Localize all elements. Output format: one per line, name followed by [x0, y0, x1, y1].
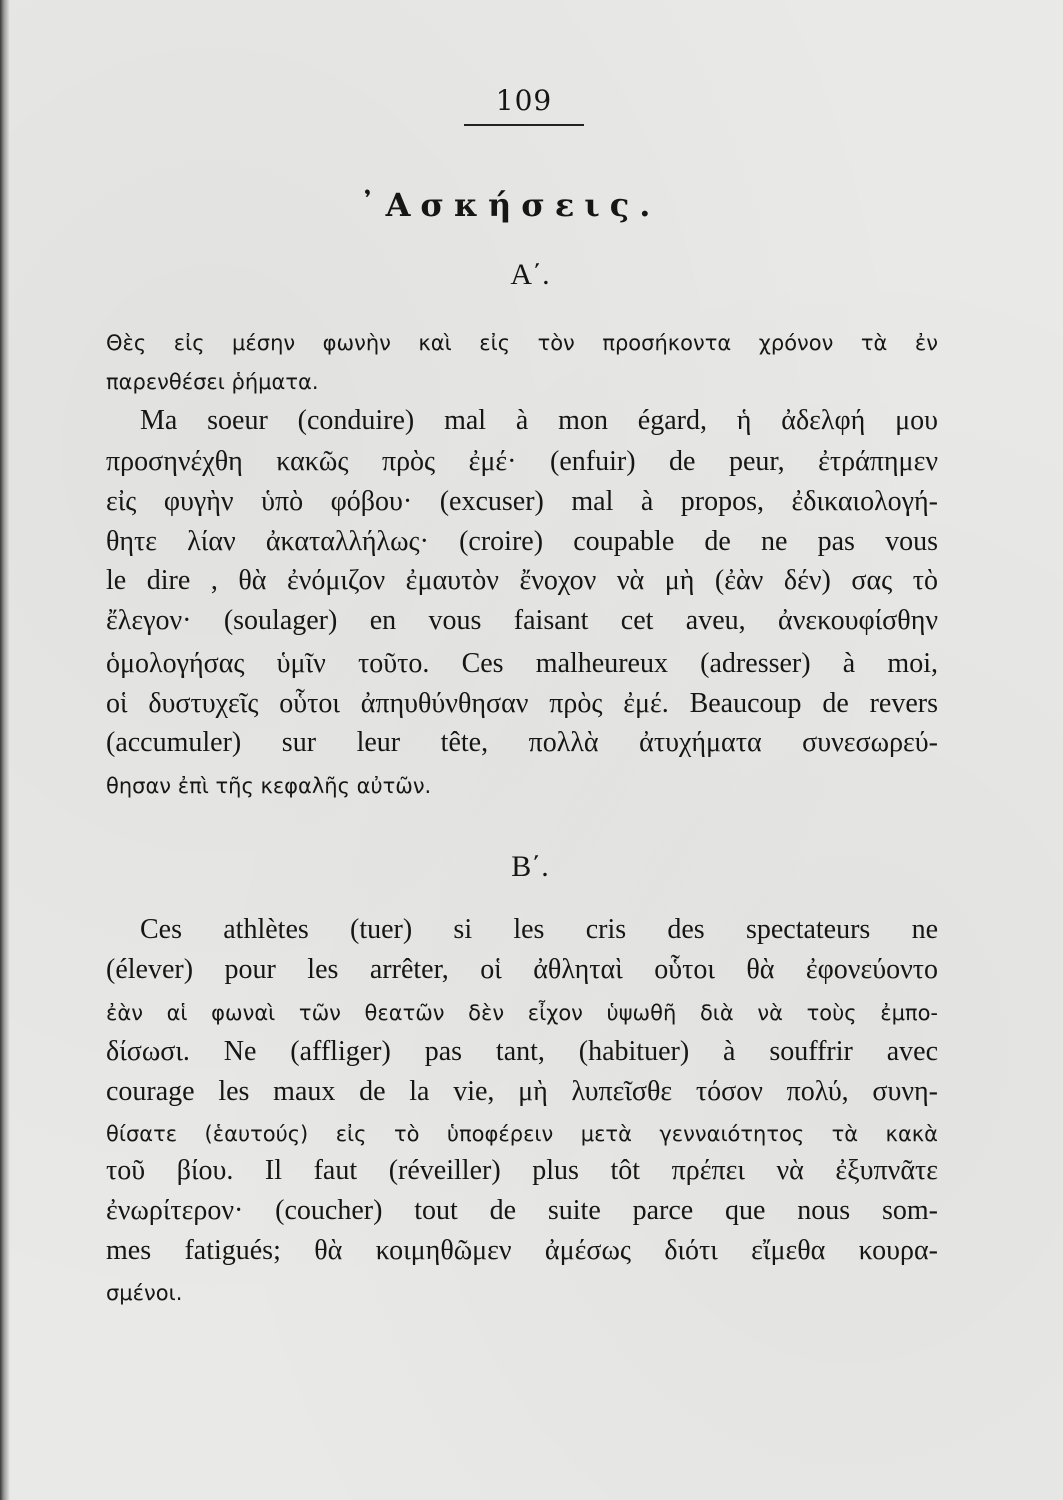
section-a-line: Ma soeur (conduire) mal à mon égard, ἡ ἀδελφή μου: [140, 405, 938, 436]
section-a-line: παρενθέσει ῥήματα.: [106, 370, 319, 394]
section-a-line: ἔλεγον· (soulager) en vous faisant cet aveu, ἀνεκουφίσθην: [106, 605, 938, 636]
section-b-line: (élever) pour les arrêter, οἱ ἀθληταὶ οὗτοι θὰ ἐφονεύοντο: [106, 954, 938, 985]
section-a-line: θησαν ἐπὶ τῆς κεφαλῆς αὐτῶν.: [106, 774, 432, 798]
section-a-line: le dire , θὰ ἐνόμιζον ἐμαυτὸν ἔνοχον νὰ μὴ (ἐὰν δέν) σας τὸ: [106, 565, 938, 596]
section-b-line: courage les maux de la vie, μὴ λυπεῖσθε τόσον πολύ, συνη-: [106, 1076, 938, 1107]
section-b-line: σμένοι.: [106, 1281, 183, 1305]
section-a-line: Θὲς εἰς μέσην φωνὴν καὶ εἰς τὸν προσήκοντα χρόνον τὰ ἐν: [106, 331, 938, 355]
section-a-line: (accumuler) sur leur tête, πολλὰ ἀτυχήματα συνεσωρεύ-: [106, 727, 938, 758]
section-b-line: δίσωσι. Ne (affliger) pas tant, (habituer) à souffrir avec: [106, 1036, 938, 1067]
page-title: ᾿Ασκήσεις.: [359, 186, 661, 224]
section-a-line: προσηνέχθη κακῶς πρὸς ἐμέ· (enfuir) de peur, ἐτράπημεν: [106, 446, 938, 477]
section-b-line: ἐνωρίτερον· (coucher) tout de suite parce que nous som-: [106, 1195, 938, 1226]
section-b-line: Ces athlètes (tuer) si les cris des spectateurs ne: [140, 914, 938, 945]
section-a-line: ὁμολογήσας ὑμῖν τοῦτο. Ces malheureux (adresser) à moi,: [106, 648, 938, 679]
binding-shadow: [0, 0, 10, 1500]
section-a-line: οἱ δυστυχεῖς οὗτοι ἀπηυθύνθησαν πρὸς ἐμέ. Beaucoup de revers: [106, 688, 938, 719]
section-label-b: Β΄.: [511, 850, 549, 883]
section-b-line: θίσατε (ἑαυτούς) εἰς τὸ ὑποφέρειν μετὰ γενναιότητος τὰ κακὰ: [106, 1122, 938, 1146]
section-a-line: εἰς φυγὴν ὑπὸ φόβου· (excuser) mal à propos, ἐδικαιολογή-: [106, 486, 938, 517]
section-b-line: τοῦ βίου. Il faut (réveiller) plus tôt πρέπει νὰ ἐξυπνᾶτε: [106, 1155, 938, 1186]
section-b-line: ἐὰν αἱ φωναὶ τῶν θεατῶν δὲν εἶχον ὑψωθῆ διὰ νὰ τοὺς ἐμπο-: [106, 1001, 938, 1025]
section-label-a: Α΄.: [510, 258, 550, 291]
section-b-line: mes fatigués; θὰ κοιμηθῶμεν ἀμέσως διότι εἴμεθα κουρα-: [106, 1235, 938, 1266]
page-number: 109: [495, 84, 553, 117]
section-a-line: θητε λίαν ἀκαταλλήλως· (croire) coupable de ne pas vous: [106, 526, 938, 557]
page-number-rule: [464, 124, 584, 126]
